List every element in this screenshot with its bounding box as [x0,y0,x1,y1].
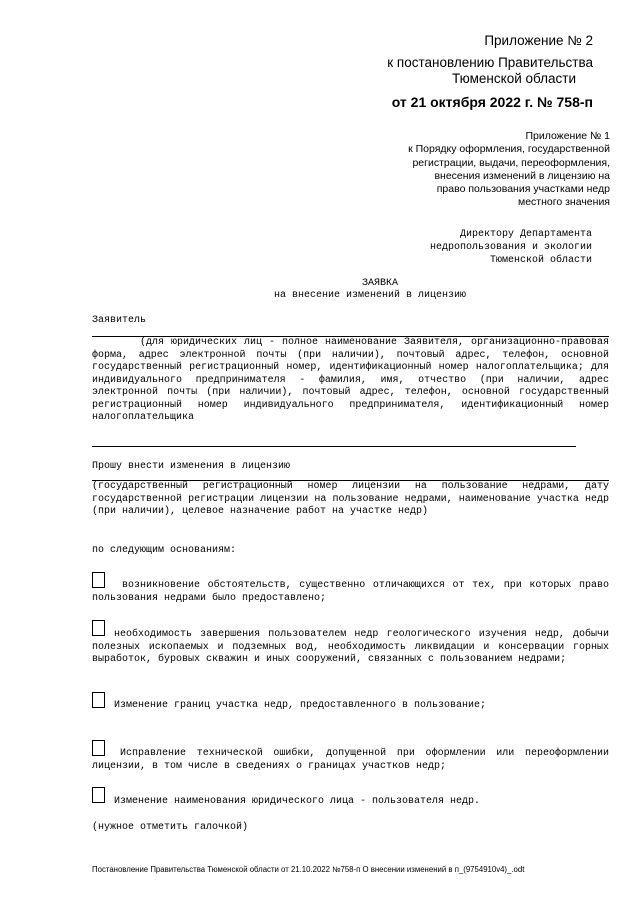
applicant-label: Заявитель [92,315,147,326]
resolution-ref: к постановлению Правительства [387,55,593,70]
option-error-correction-text: Исправление технической ошибки, допущенной при оформлении или переоформлении лицензии, в том числе в сведениях о границах участков недр; [92,748,609,772]
appendix-1-line: местного значения [518,196,610,209]
appendix-1-line: регистрации, выдачи, переоформления, [412,156,610,169]
appendix-1-line: право пользования участками недр [436,183,610,196]
document-footer: Постановление Правительства Тюменской области от 21.10.2022 №758-п О внесении изменений в п_(9754910v4)_.odt [92,865,525,874]
appendix-1-title: Приложение № 1 [525,130,610,142]
license-hint: (государственный регистрационный номер лицензии на пользование недрами, дату государственной регистрации лицензии на пользование недрами, наименование участка недр (при наличии), целевое назначение работ на участке недр) [92,481,609,517]
grounds-label: по следующим основаниям: [92,545,237,556]
appendix-1-line: внесения изменений в лицензию на [434,169,610,182]
option-name-change-text: Изменение наименования юридического лица - пользователя недр. [114,796,481,807]
addressee-line: Директору Департамента [459,229,592,240]
appendix-1-block [408,130,610,210]
applicant-input-line-2[interactable] [92,446,576,447]
check-note: (нужное отметить галочкой) [92,822,249,833]
option-completion-text: необходимость завершения пользователем недр геологического изучения недр, добычи полезных ископаемых и подземных вод, необходимость ликвидации и консервации горных выработок, буровых скважин и иных сооружений, связанных с пользованием недрами; [92,629,609,665]
appendix-2-title: Приложение № 2 [484,33,593,48]
addressee-line: недропользования и экологии [429,242,592,253]
applicant-hint: (для юридических лиц - полное наименование Заявителя, организационно-правовая форма, адрес электронной почты (при наличии), почтовый адрес, телефон, основной государственный регистрационный номер, идентификационный номер налогоплательщика; для индивидуального предпринимателя - фамилия, имя, отчество (при наличии, адрес электронной почты (при наличии), почтовый адрес, телефон, основной государственный регистрационный номер индивидуального предпринимателя, идентификационный номер налогоплательщика [92,337,609,423]
addressee-block [430,228,592,267]
appendix-1-line: к Порядку оформления, государственной [408,143,610,156]
option-circumstances-text: возникновение обстоятельств, существенно отличающихся от тех, при которых право пользования недрами было предоставлено; [92,580,609,604]
request-label: Прошу внести изменения в лицензию [92,461,291,472]
document-title: ЗАЯВКА [361,278,398,289]
region-name: Тюменской области [452,71,576,86]
resolution-date-number: от 21 октября 2022 г. № 758-п [391,94,593,110]
addressee-line: Тюменской области [489,255,592,266]
document-subtitle: на внесение изменений в лицензию [273,290,467,301]
option-boundaries-text: Изменение границ участка недр, предоставленного в пользование; [114,700,487,711]
